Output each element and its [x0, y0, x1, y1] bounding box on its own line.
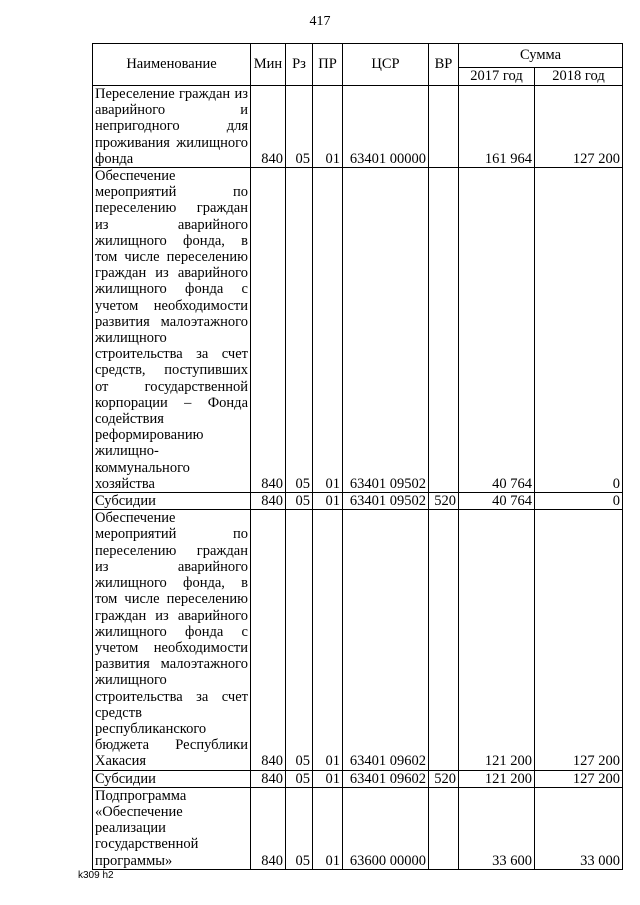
row-pr: 01	[313, 787, 343, 869]
col-header-vr: ВР	[429, 44, 459, 86]
row-name: Переселение граждан из аварийного и непригодного для проживания жилищного фонда	[93, 86, 251, 168]
row-pr: 01	[313, 493, 343, 510]
row-rz: 05	[286, 510, 313, 770]
row-rz: 05	[286, 86, 313, 168]
row-csr: 63401 00000	[343, 86, 429, 168]
row-min: 840	[251, 770, 286, 787]
row-name: Субсидии	[93, 770, 251, 787]
row-name: Обеспечение мероприятий по переселению граждан из аварийного жилищного фонда, в том числе переселению граждан из аварийного жилищного фонда с учетом необходимости развития малоэтажного жилищного строительства за счет средств, поступивших от государственной корпорации – Фонда содействия реформированию жилищно-коммунального хозяйства	[93, 168, 251, 493]
row-name: Подпрограмма «Обеспечение реализации государственной программы»	[93, 787, 251, 869]
table-row	[93, 493, 623, 510]
row-rz: 05	[286, 493, 313, 510]
row-vr	[429, 168, 459, 493]
row-sum-2018: 0	[535, 168, 623, 493]
row-rz: 05	[286, 168, 313, 493]
row-pr: 01	[313, 510, 343, 770]
table-row	[93, 770, 623, 787]
row-vr	[429, 510, 459, 770]
row-min: 840	[251, 510, 286, 770]
table-row	[93, 510, 623, 770]
row-pr: 01	[313, 168, 343, 493]
header-row	[93, 44, 623, 68]
row-sum-2017: 40 764	[459, 493, 535, 510]
row-min: 840	[251, 787, 286, 869]
table-row	[93, 787, 623, 869]
row-vr: 520	[429, 770, 459, 787]
row-csr: 63600 00000	[343, 787, 429, 869]
row-sum-2017: 121 200	[459, 510, 535, 770]
row-sum-2018: 0	[535, 493, 623, 510]
row-rz: 05	[286, 770, 313, 787]
row-name: Субсидии	[93, 493, 251, 510]
row-sum-2018: 33 000	[535, 787, 623, 869]
row-sum-2017: 40 764	[459, 168, 535, 493]
col-header-sum: Сумма	[459, 44, 623, 68]
col-header-2018: 2018 год	[535, 68, 623, 86]
col-header-min: Мин	[251, 44, 286, 86]
row-rz: 05	[286, 787, 313, 869]
row-vr	[429, 86, 459, 168]
row-csr: 63401 09502	[343, 493, 429, 510]
row-sum-2017: 121 200	[459, 770, 535, 787]
row-vr	[429, 787, 459, 869]
row-sum-2018: 127 200	[535, 770, 623, 787]
col-header-csr: ЦСР	[343, 44, 429, 86]
row-sum-2018: 127 200	[535, 510, 623, 770]
row-name: Обеспечение мероприятий по переселению граждан из аварийного жилищного фонда, в том числе переселению граждан из аварийного жилищного фонда с учетом необходимости развития малоэтажного жилищного строительства за счет средств республиканского бюджета Республики Хакасия	[93, 510, 251, 770]
budget-table	[92, 43, 623, 870]
row-csr: 63401 09602	[343, 770, 429, 787]
col-header-name: Наименование	[93, 44, 251, 86]
table-row	[93, 86, 623, 168]
col-header-pr: ПР	[313, 44, 343, 86]
row-vr: 520	[429, 493, 459, 510]
row-sum-2017: 33 600	[459, 787, 535, 869]
row-min: 840	[251, 86, 286, 168]
row-pr: 01	[313, 86, 343, 168]
col-header-2017: 2017 год	[459, 68, 535, 86]
row-sum-2017: 161 964	[459, 86, 535, 168]
row-min: 840	[251, 493, 286, 510]
table-row	[93, 168, 623, 493]
row-csr: 63401 09502	[343, 168, 429, 493]
page-number: 417	[309, 14, 331, 29]
row-min: 840	[251, 168, 286, 493]
row-sum-2018: 127 200	[535, 86, 623, 168]
row-pr: 01	[313, 770, 343, 787]
footer-stamp: k309 h2	[78, 870, 114, 881]
row-csr: 63401 09602	[343, 510, 429, 770]
col-header-rz: Рз	[286, 44, 313, 86]
